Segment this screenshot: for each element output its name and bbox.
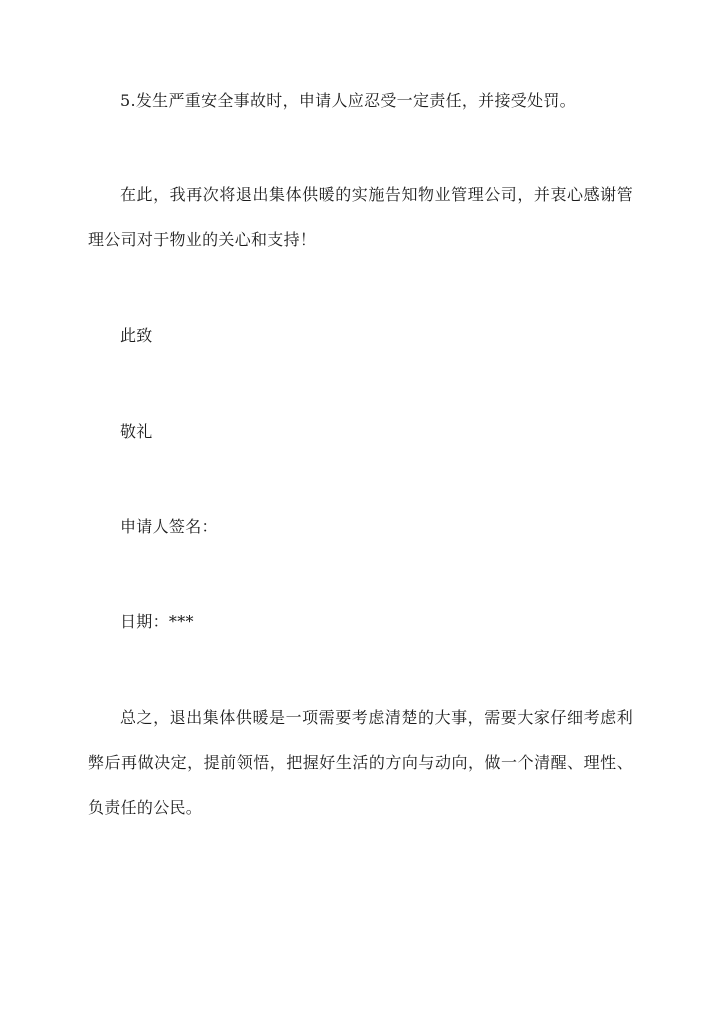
date-line: 日期：*** <box>120 612 194 631</box>
closing-salutation: 此致 <box>120 326 153 345</box>
closing-regards: 敬礼 <box>120 422 153 441</box>
notification-paragraph: 在此，我再次将退出集体供暖的实施告知物业管理公司，并衷心感谢管理公司对于物业的关心和支持！ <box>88 185 633 249</box>
clause-5-paragraph: 5.发生严重安全事故时，申请人应忍受一定责任，并接受处罚。 <box>120 91 576 110</box>
applicant-signature-line: 申请人签名： <box>120 517 218 536</box>
summary-paragraph: 总之，退出集体供暖是一项需要考虑清楚的大事，需要大家仔细考虑利弊后再做决定，提前领悟，把握好生活的方向与动向，做一个清醒、理性、负责任的公民。 <box>88 708 633 817</box>
